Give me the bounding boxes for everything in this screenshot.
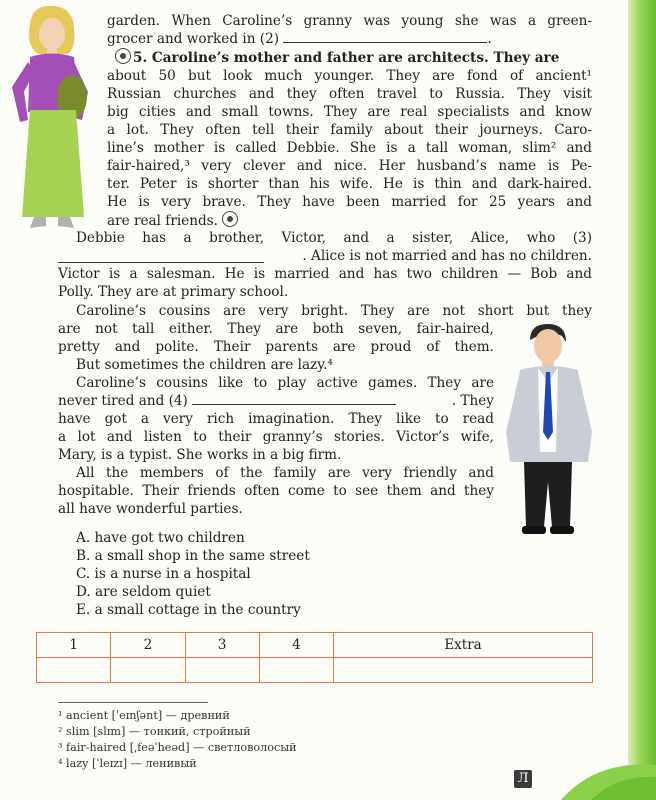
table-header-4: 4 <box>259 633 333 658</box>
table-header-extra: Extra <box>334 633 593 658</box>
text-line: grocer and worked in (2) <box>107 31 280 47</box>
footnote: ¹ ancient [ˈeɪnʃənt] — древний <box>58 709 230 722</box>
woman-illustration-icon <box>2 2 102 232</box>
option-e[interactable]: E. a small cottage in the country <box>76 602 301 618</box>
answer-cell-1[interactable] <box>37 658 111 683</box>
text-line: Debbie has a brother, Victor, and a sister, Alice, who (3) <box>76 230 592 246</box>
footnote: ² slim [slɪm] — тонкий, стройный <box>58 725 251 738</box>
option-c[interactable]: C. is a nurse in a hospital <box>76 566 251 582</box>
text-line: Victor is a salesman. He is married and has two children — Bob and <box>58 266 592 282</box>
text-line: never tired and (4) <box>58 393 188 409</box>
text-line: He is very brave. They have been married for 25 years and <box>107 194 592 210</box>
text-line: a lot and listen to their granny’s stories. Victor’s wife, <box>58 429 494 445</box>
text-line: ter. Peter is shorter than his wife. He is thin and dark-haired. <box>107 176 592 192</box>
text-line: But sometimes the children are lazy.⁴ <box>76 357 333 373</box>
answer-table <box>36 632 593 683</box>
text-line: are not tall either. They are both seven, fair-haired, <box>58 321 494 337</box>
option-b[interactable]: B. a small shop in the same street <box>76 548 310 564</box>
answer-cell-extra[interactable] <box>334 658 593 683</box>
text-line: Polly. They are at primary school. <box>58 284 289 300</box>
text-line: Caroline’s cousins are very bright. They are not short but they <box>76 303 592 319</box>
answer-blank-4[interactable] <box>192 392 396 405</box>
answer-blank-2[interactable] <box>283 30 487 43</box>
answer-cell-3[interactable] <box>185 658 259 683</box>
footnote-divider <box>58 702 208 703</box>
section-5-first-line: 5. Caroline’s mother and father are architects. They are <box>133 50 560 66</box>
option-d[interactable]: D. are seldom quiet <box>76 584 211 600</box>
options-list <box>76 529 310 619</box>
story-text-cousins <box>58 302 592 518</box>
option-a[interactable]: A. have got two children <box>76 530 245 546</box>
audio-icon[interactable] <box>115 48 131 64</box>
text-line: . Alice is not married and has no children. <box>302 248 592 264</box>
text-line: are real friends. <box>107 213 218 229</box>
text-line: fair-haired,³ very clever and nice. Her husband’s name is Pe- <box>107 158 592 174</box>
text-line: garden. When Caroline’s granny was young she was a green- <box>107 13 592 29</box>
blank-4-line <box>58 392 494 410</box>
answer-cell-4[interactable] <box>259 658 333 683</box>
text-line: . <box>487 31 492 47</box>
text-line: big cities and small towns. They are real specialists and know <box>107 104 592 120</box>
table-header-2: 2 <box>111 633 185 658</box>
text-line: Mary, is a typist. She works in a big firm. <box>58 447 342 463</box>
text-line: a lot. They often tell their family about their journeys. Caro- <box>107 122 592 138</box>
table-header-1: 1 <box>37 633 111 658</box>
story-text-debbie <box>58 229 592 301</box>
footnotes <box>58 708 297 772</box>
blank-2-line <box>107 30 592 48</box>
table-answer-row <box>37 658 593 683</box>
man-illustration-icon <box>500 322 600 540</box>
publisher-logo-icon: Л <box>514 770 532 788</box>
text-line: about 50 but look much younger. They are fond of ancient¹ <box>107 68 592 84</box>
answer-blank-3[interactable] <box>58 250 264 263</box>
green-page-edge <box>628 0 656 800</box>
section-5-heading-line <box>115 48 592 67</box>
table-header-3: 3 <box>185 633 259 658</box>
text-line: all have wonderful parties. <box>58 501 243 517</box>
text-line: pretty and polite. Their parents are proud of them. <box>58 339 494 355</box>
text-line: line’s mother is called Debbie. She is a tall woman, slim² and <box>107 140 592 156</box>
section-5-last-line <box>107 211 592 230</box>
answer-cell-2[interactable] <box>111 658 185 683</box>
blank-3-line <box>58 247 592 265</box>
text-line: All the members of the family are very friendly and <box>76 465 494 481</box>
text-line: Caroline’s cousins like to play active games. They are <box>76 375 494 391</box>
text-line: have got a very rich imagination. They like to read <box>58 411 494 427</box>
table-header-row <box>37 633 593 658</box>
page-corner-decoration <box>536 755 656 800</box>
text-line: Russian churches and they often travel to Russia. They visit <box>107 86 592 102</box>
footnote: ³ fair-haired [ˌfeəˈheəd] — светловолосый <box>58 741 297 754</box>
story-text-top <box>107 12 592 230</box>
footnote: ⁴ lazy [ˈleɪzɪ] — ленивый <box>58 757 197 770</box>
text-line: . They <box>451 393 494 409</box>
text-line: hospitable. Their friends often come to see them and they <box>58 483 494 499</box>
audio-icon[interactable] <box>222 211 238 227</box>
